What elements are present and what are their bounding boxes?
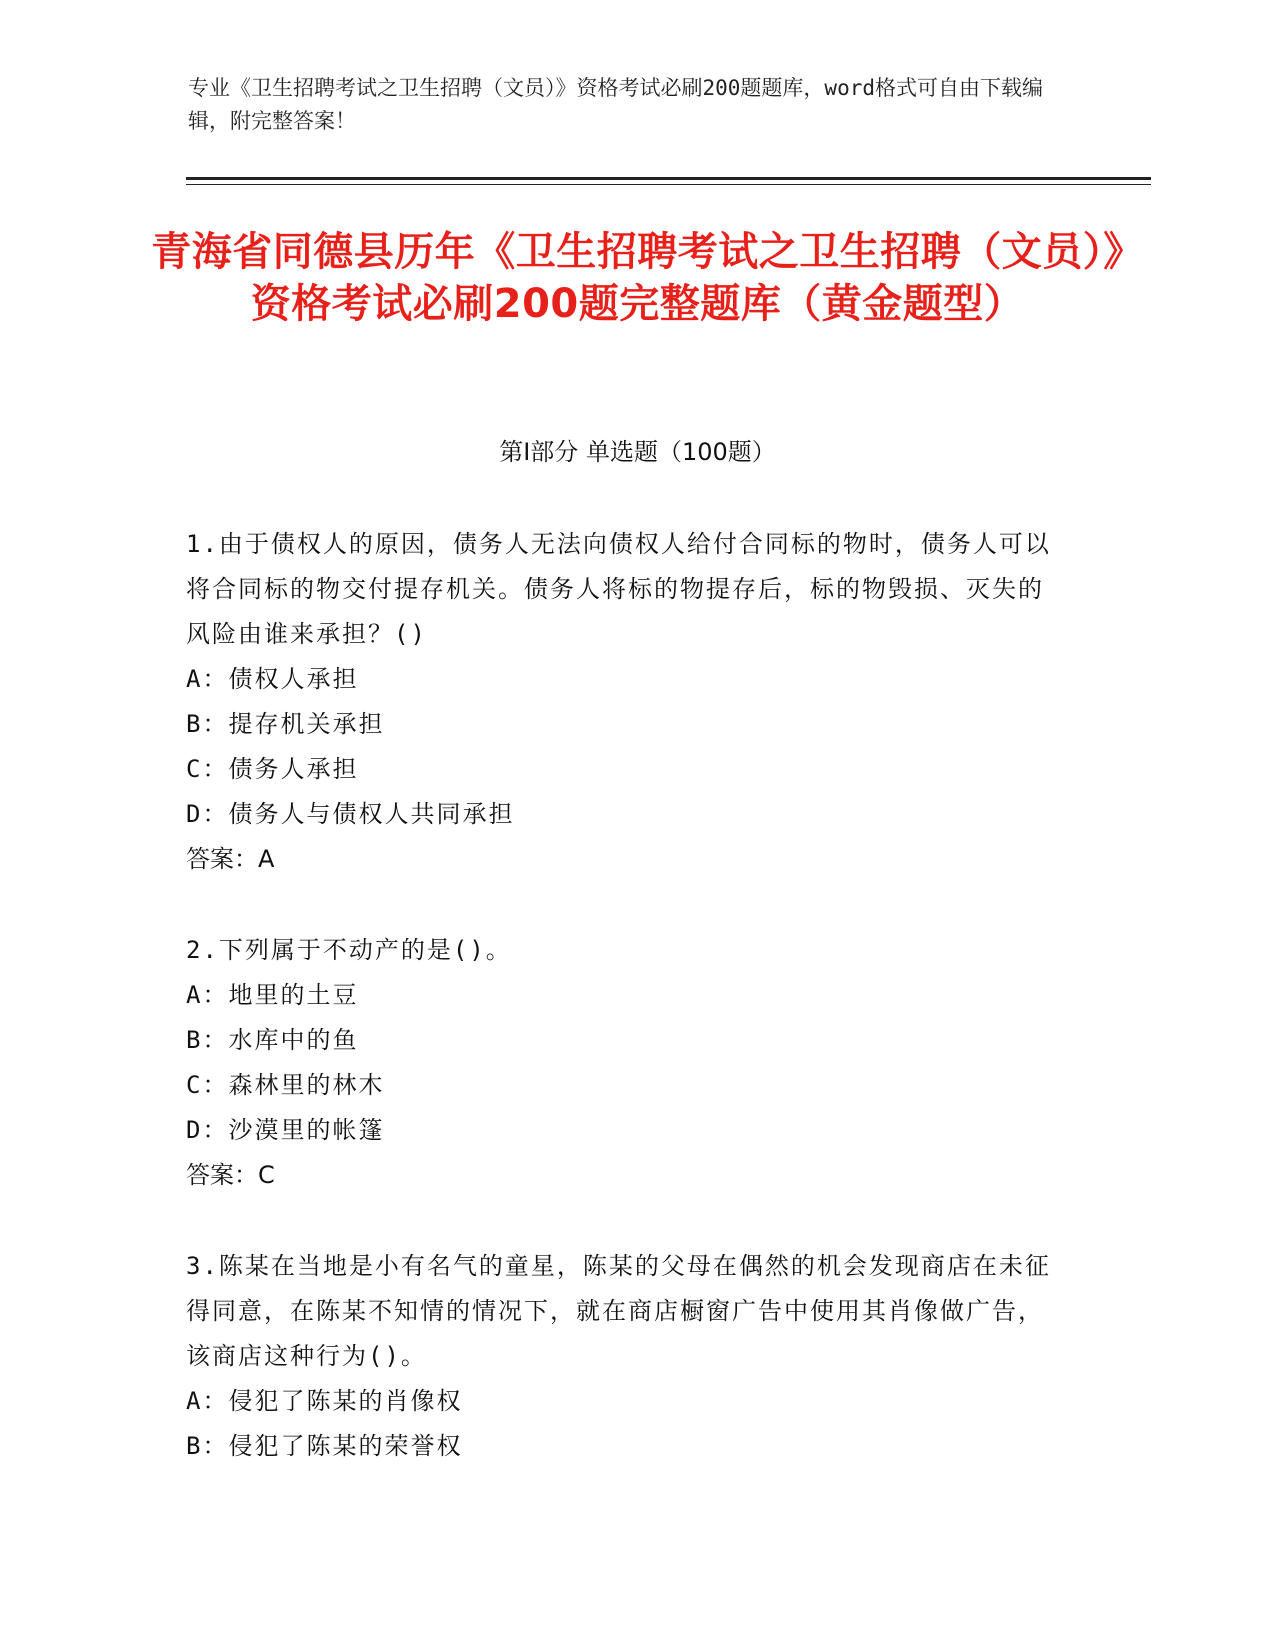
header-note: 专业《卫生招聘考试之卫生招聘（文员）》资格考试必刷200题题库，word格式可自由下载编辑，附完整答案！ xyxy=(188,76,1043,133)
option-c: C：债务人承担 xyxy=(186,755,359,783)
header-divider-thin xyxy=(186,184,1151,185)
question-list xyxy=(186,522,1066,1515)
question-stem: 2.下列属于不动产的是()。 xyxy=(186,936,512,964)
section-title: 第I部分 单选题（100题） xyxy=(499,438,776,466)
option-b: B：侵犯了陈某的荣誉权 xyxy=(186,1432,463,1460)
question-stem: 3.陈某在当地是小有名气的童星，陈某的父母在偶然的机会发现商店在未征得同意，在陈某不知情的情况下，就在商店橱窗广告中使用其肖像做广告，该商店这种行为()。 xyxy=(186,1252,1051,1370)
question-1 xyxy=(186,522,1066,882)
option-b: B：水库中的鱼 xyxy=(186,1026,359,1054)
option-b: B：提存机关承担 xyxy=(186,710,385,738)
answer: 答案：C xyxy=(186,1161,275,1189)
question-2 xyxy=(186,928,1066,1198)
option-d: D：债务人与债权人共同承担 xyxy=(186,800,515,828)
option-d: D：沙漠里的帐篷 xyxy=(186,1116,385,1144)
question-3 xyxy=(186,1244,1066,1469)
option-a: A：侵犯了陈某的肖像权 xyxy=(186,1387,463,1415)
document-title: 青海省同德县历年《卫生招聘考试之卫生招聘（文员）》资格考试必刷200题完整题库（黄金题型） xyxy=(151,229,1124,327)
option-a: A：地里的土豆 xyxy=(186,981,359,1009)
answer: 答案：A xyxy=(186,845,275,873)
option-c: C：森林里的林木 xyxy=(186,1071,385,1099)
header-divider-thick xyxy=(186,177,1151,180)
option-a: A：债权人承担 xyxy=(186,665,359,693)
question-stem: 1.由于债权人的原因，债务人无法向债权人给付合同标的物时，债务人可以将合同标的物交付提存机关。债务人将标的物提存后，标的物毁损、灭失的风险由谁来承担？() xyxy=(186,530,1051,648)
